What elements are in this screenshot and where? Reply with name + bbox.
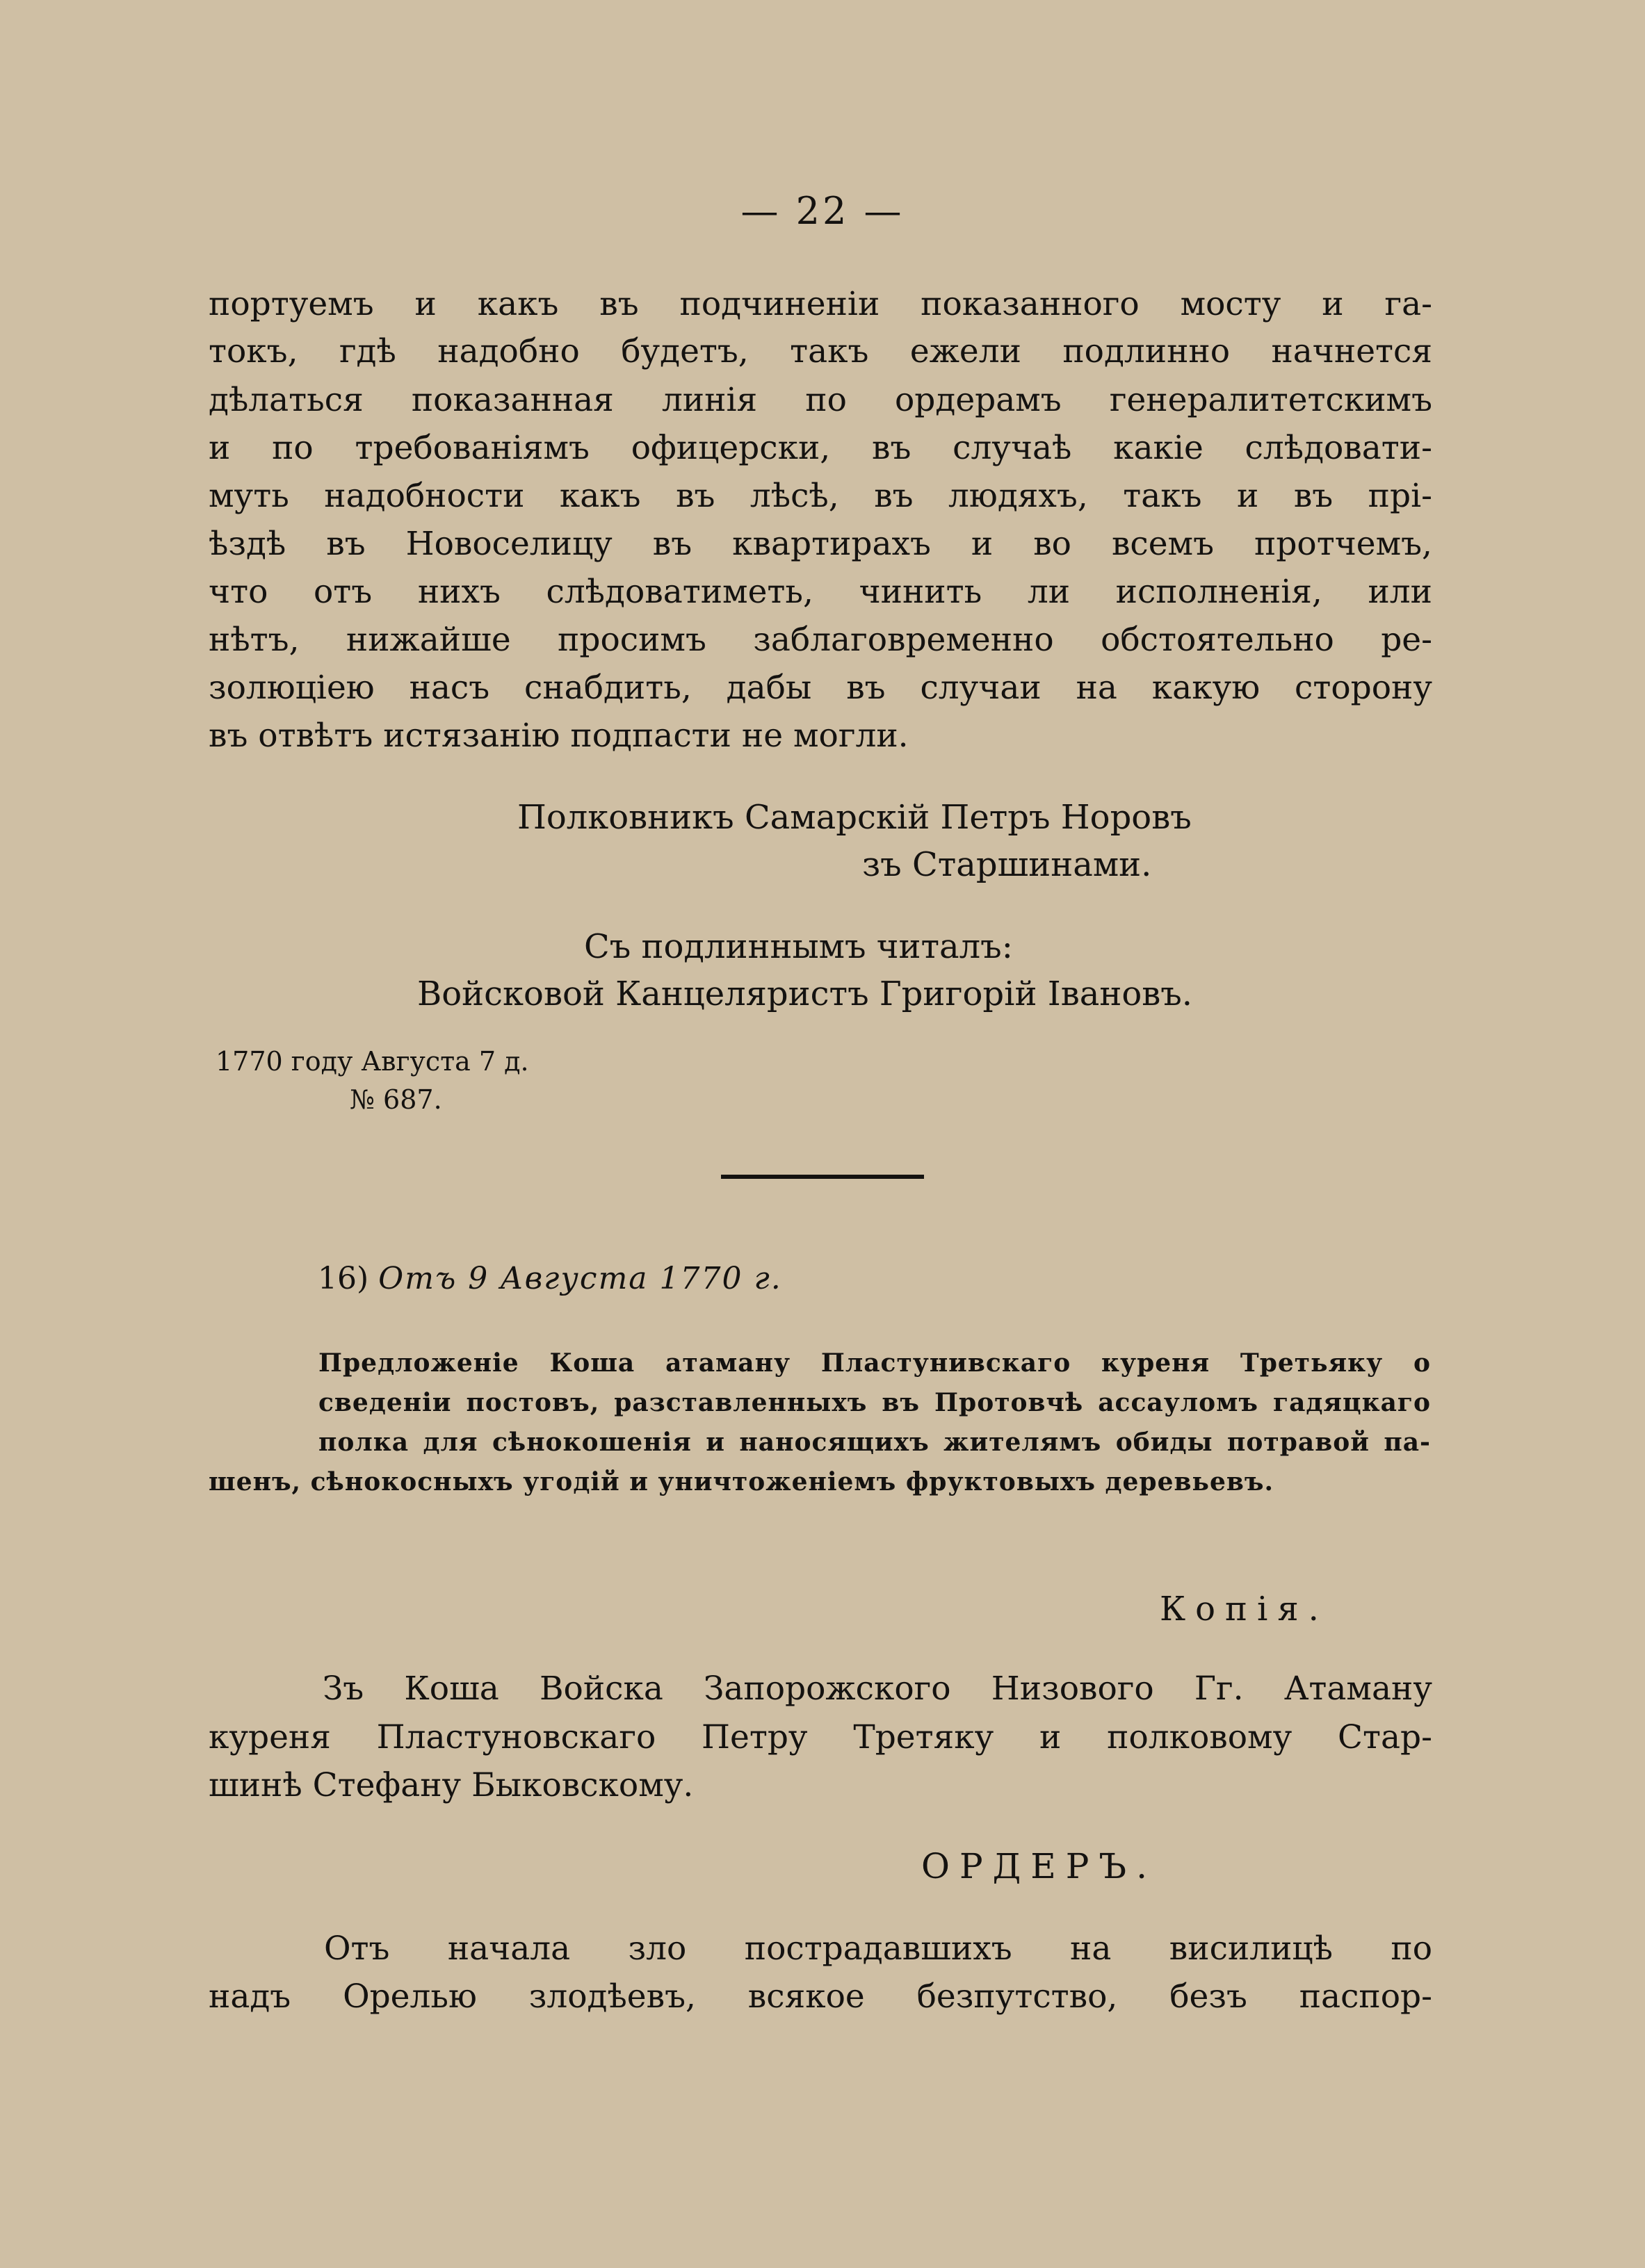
date-line: 1770 году Августа 7 д.	[216, 1046, 529, 1077]
summary-line: полка для сѣнокошенія и наносящихъ жителямъ обиды потравой па-	[318, 1428, 1431, 1457]
text-line: токъ, гдѣ надобно будетъ, такъ ежели подлинно начнется	[209, 332, 1432, 370]
order-label: ОРДЕРЪ.	[921, 1846, 1158, 1886]
section-divider	[721, 1175, 924, 1179]
text-line: нѣтъ, нижайше просимъ заблаговременно обстоятельно ре-	[209, 621, 1432, 659]
summary-line: Предложеніе Коша атаману Пластунивскаго куреня Третьяку о	[318, 1348, 1431, 1378]
text-line: Отъ начала зло пострадавшихъ на висилицѣ по	[324, 1930, 1432, 1968]
page-number: — 22 —	[740, 189, 905, 233]
document-number: 16)	[318, 1261, 369, 1296]
signature-line: Полковникъ Самарскій Петръ Норовъ	[517, 798, 1192, 837]
signature-line: зъ Старшинами.	[862, 845, 1152, 884]
text-line: что отъ нихъ слѣдоватиметь, чинить ли исполненія, или	[209, 573, 1432, 611]
text-line: куреня Пластуновскаго Петру Третяку и полковому Стар-	[209, 1718, 1432, 1756]
copy-label: Копія.	[1160, 1590, 1329, 1629]
text-line: портуемъ и какъ въ подчиненіи показанного мосту и га-	[209, 285, 1432, 323]
text-line: въ отвѣтъ истязанію подпасти не могли.	[209, 717, 909, 755]
text-line: муть надобности какъ въ лѣсѣ, въ людяхъ, такъ и въ прі-	[209, 477, 1432, 515]
document-heading	[318, 1258, 782, 1300]
text-line: дѣлаться показанная линія по ордерамъ генералитетскимъ	[209, 381, 1432, 419]
certification-line: Съ подлиннымъ читалъ:	[584, 927, 1013, 966]
text-line: Зъ Коша Войска Запорожского Низового Гг. Атаману	[323, 1670, 1432, 1708]
certification-line: Войсковой Канцеляристъ Григорій Івановъ.	[417, 974, 1193, 1013]
text-line: ѣздѣ въ Новоселицу въ квартирахъ и во всемъ протчемъ,	[209, 525, 1432, 563]
text-line: шинѣ Стефану Быковскому.	[209, 1766, 694, 1804]
summary-line: сведеніи постовъ, разставленныхъ въ Протовчѣ ассауломъ гадяцкаго	[318, 1388, 1431, 1417]
registry-number: № 687.	[350, 1084, 442, 1115]
document-date: Отъ 9 Августа 1770 г.	[378, 1261, 782, 1296]
summary-line: шенъ, сѣнокосныхъ угодій и уничтоженіемъ фруктовыхъ деревьевъ.	[209, 1467, 1274, 1496]
text-line: и по требованіямъ офицерски, въ случаѣ какіе слѣдовати-	[209, 429, 1432, 467]
text-line: надъ Орелью злодѣевъ, всякое безпутство, безъ паспор-	[209, 1977, 1432, 2016]
text-line: золюціею насъ снабдить, дабы въ случаи на какую сторону	[209, 669, 1432, 707]
